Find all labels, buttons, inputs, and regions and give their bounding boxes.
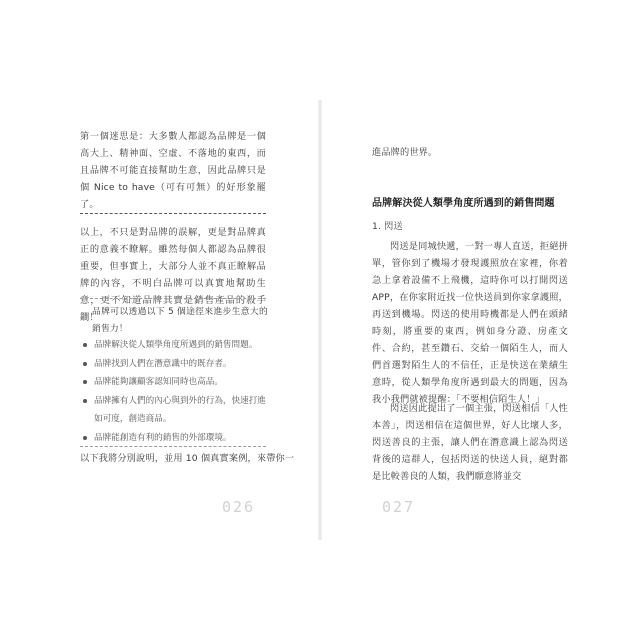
closing-line: 以下我將分別說明，並用 10 個真實案例，來帶你一 [80, 453, 295, 464]
paragraph-1: 閃送是同城快遞，一對一專人直送，拒絕拼單，管你到了機場才發現護照放在家裡，你着急上拿着設備不上飛機，這時你可以打開閃送 APP，在你家附近找一位快送員到你家拿護照，再送到機場。閃送的使用時機都是人們在頭緒時刻，將重要的東西，例如身分證、房產文件、合約，甚至鑽石、交給一個陌生人，而人們首選對陌生人的不信任，正是快送在業績生意時，從人類學角度所遇到最大的問題，因為我小我們就被提醒：「不要相信陌生人！」 [372, 241, 568, 405]
list-item: 品牌能創造有利的銷售的外部環境。 [80, 429, 266, 448]
bullet-list [80, 336, 266, 447]
list-item: 品牌解決從人類學角度所遇到的銷售問題。 [80, 336, 266, 355]
continued-line: 進品牌的世界。 [372, 147, 438, 158]
divider-top [80, 298, 266, 299]
list-item: 品牌擁有人們的內心與到外的行為，快速打進如可度，創造商品。 [80, 392, 266, 429]
page-number-right: 027 [382, 498, 416, 516]
second-paragraph: 以上，不只是對品牌的誤解，更是對品牌真正的意義不瞭解。雖然每個人都認為品牌很重要，但事實上，大部分人並不真正瞭解品牌的內容，不明白品牌可以真實地幫助生意，更不知道品牌其實是銷售產品的殺手鐧！ [80, 227, 266, 323]
list-item: 品牌能夠讓顧客認知同時也高品。 [80, 373, 266, 392]
section-subheading: 1. 閃送 [372, 221, 403, 232]
right-page [320, 0, 640, 640]
lead-in: 品牌可以透過以下 5 個途徑來進步生意大的銷售力！ [92, 307, 268, 334]
list-item: 品牌找到人們在潛意識中的既存者。 [80, 355, 266, 374]
paragraph-2: 閃送因此提出了一個主張，閃送相信「人性本善」，閃送相信在這個世界，好人比壞人多，閃送善良的主張，讓人們在潛意識上認為閃送背後的這群人，包括閃送的快送人員，絕對都是比較善良的人類，我們願意將並交 [372, 403, 568, 482]
page-number-left: 026 [222, 498, 256, 516]
intro-paragraph: 第一個迷思是：大多數人都認為品牌是一個高大上、精神面、空虛、不落地的東西，而且品牌不可能直接幫助生意，因此品牌只是個 Nice to have（可有可無）的好形象罷了。 [80, 128, 266, 214]
section-heading: 品牌解決從人類學角度所遇到的銷售問題 [372, 198, 555, 209]
divider-bottom [80, 446, 266, 447]
